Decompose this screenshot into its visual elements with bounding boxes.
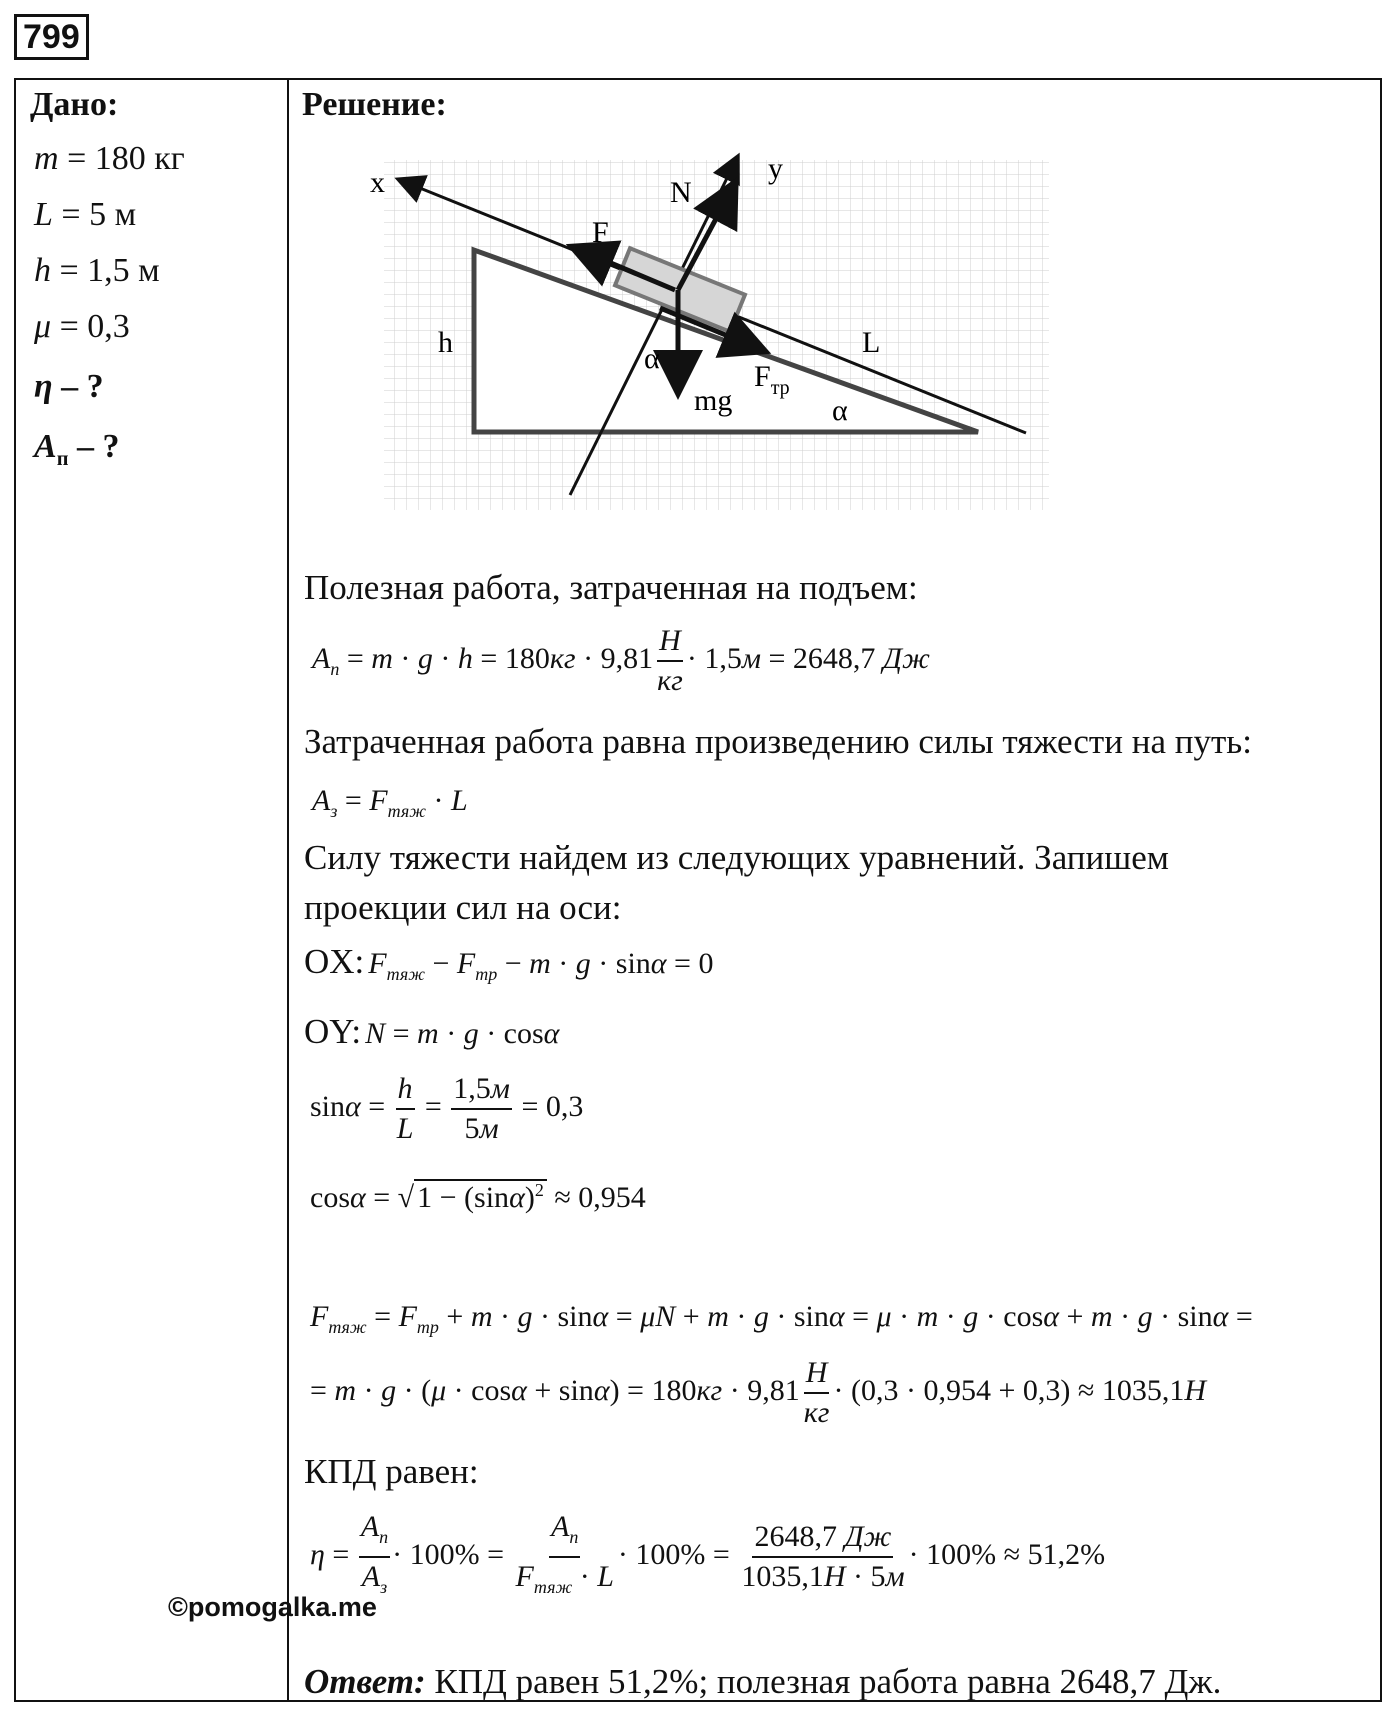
inclined-plane-figure xyxy=(370,150,1060,520)
text-efficiency: КПД равен: xyxy=(304,1452,479,1491)
given-header: Дано: xyxy=(30,86,119,123)
given-efficiency-unknown: η – ? xyxy=(34,368,104,405)
text-useful-work: Полезная работа, затраченная на подъем: xyxy=(304,568,918,607)
F-label: F xyxy=(592,216,609,249)
text-force-line-2: проекции сил на оси: xyxy=(304,888,622,927)
N-label: N xyxy=(670,176,692,209)
solution-header: Решение: xyxy=(302,86,447,123)
formula-spent-work: $A_з = F_{тяж} \cdot L$ xyxy=(312,784,468,821)
mg-label: mg xyxy=(694,384,733,417)
alpha-base-label: α xyxy=(832,394,848,427)
given-height: h = 1,5 м xyxy=(34,252,160,289)
formula-force-line-1: $F_{тяж} = F_{тр} + m \cdot g \cdot \sin\alpha = \mu N + m \cdot g \cdot \sin\alpha = \mu \cdot m \cdot g \cdot \cos\alpha + m \cdot g \cdot \sin\alpha$ = xyxy=(310,1300,1253,1337)
equation-oy: OY: N = m · g · cosα xyxy=(304,1012,560,1051)
text-force-line-1: Силу тяжести найдем из следующих уравнений. Запишем xyxy=(304,838,1169,877)
problem-number: 799 xyxy=(14,14,89,60)
Ftr-label: $F_{тр}$ xyxy=(754,360,790,399)
given-work-unknown: $A_п$ – ? xyxy=(34,428,120,470)
answer-label: Ответ: xyxy=(304,1662,426,1701)
column-divider xyxy=(287,78,289,1702)
formula-useful-work: $A_п = m \cdot g \cdot h = 180кг \cdot 9,81$ $\frac{Н}{кг}$ · 1,5м = 2648,7 Дж xyxy=(312,624,930,697)
formula-sin: sinα = $\frac{h}{L}$ = $\frac{1,5м}{5м}$ = 0,3 xyxy=(310,1072,584,1145)
y-axis-label: y xyxy=(768,152,783,185)
text-spent-work: Затраченная работа равна произведению силы тяжести на путь: xyxy=(304,722,1252,761)
h-label: h xyxy=(438,326,453,359)
alpha-block-label: α xyxy=(644,342,660,375)
answer-text: КПД равен 51,2%; полезная работа равна 2648,7 Дж. xyxy=(425,1662,1222,1701)
formula-efficiency: η = $\frac{A_п}{A_з}$ · 100% = $\frac{A_п}{F_{тяж} \cdot L}$ · 100% = $\frac{2648,7 Дж}{1035,1Н \cdot 5м}$ · 100% ≈ 51,2% xyxy=(310,1510,1106,1597)
given-length: L = 5 м xyxy=(34,196,137,233)
watermark: ©pomogalka.me xyxy=(168,1592,377,1622)
given-friction: μ = 0,3 xyxy=(34,308,130,345)
formula-force-line-2: = m · g · (μ · cosα + sinα) = 180кг · 9,81 $\frac{Н}{кг}$ · (0,3 · 0,954 + 0,3) ≈ 1035,1Н xyxy=(310,1356,1207,1429)
L-label: L xyxy=(862,326,881,359)
equation-ox: OX: $F_{тяж} - F_{тр} - m \cdot g \cdot \sin\alpha = 0$ xyxy=(304,942,714,984)
answer-line xyxy=(304,1662,1221,1702)
given-mass: m = 180 кг xyxy=(34,140,185,177)
formula-cos: cosα = √ $1 - (\sin\alpha)^2 \approx 0,954$ xyxy=(310,1180,646,1214)
x-axis-label: x xyxy=(370,166,385,199)
